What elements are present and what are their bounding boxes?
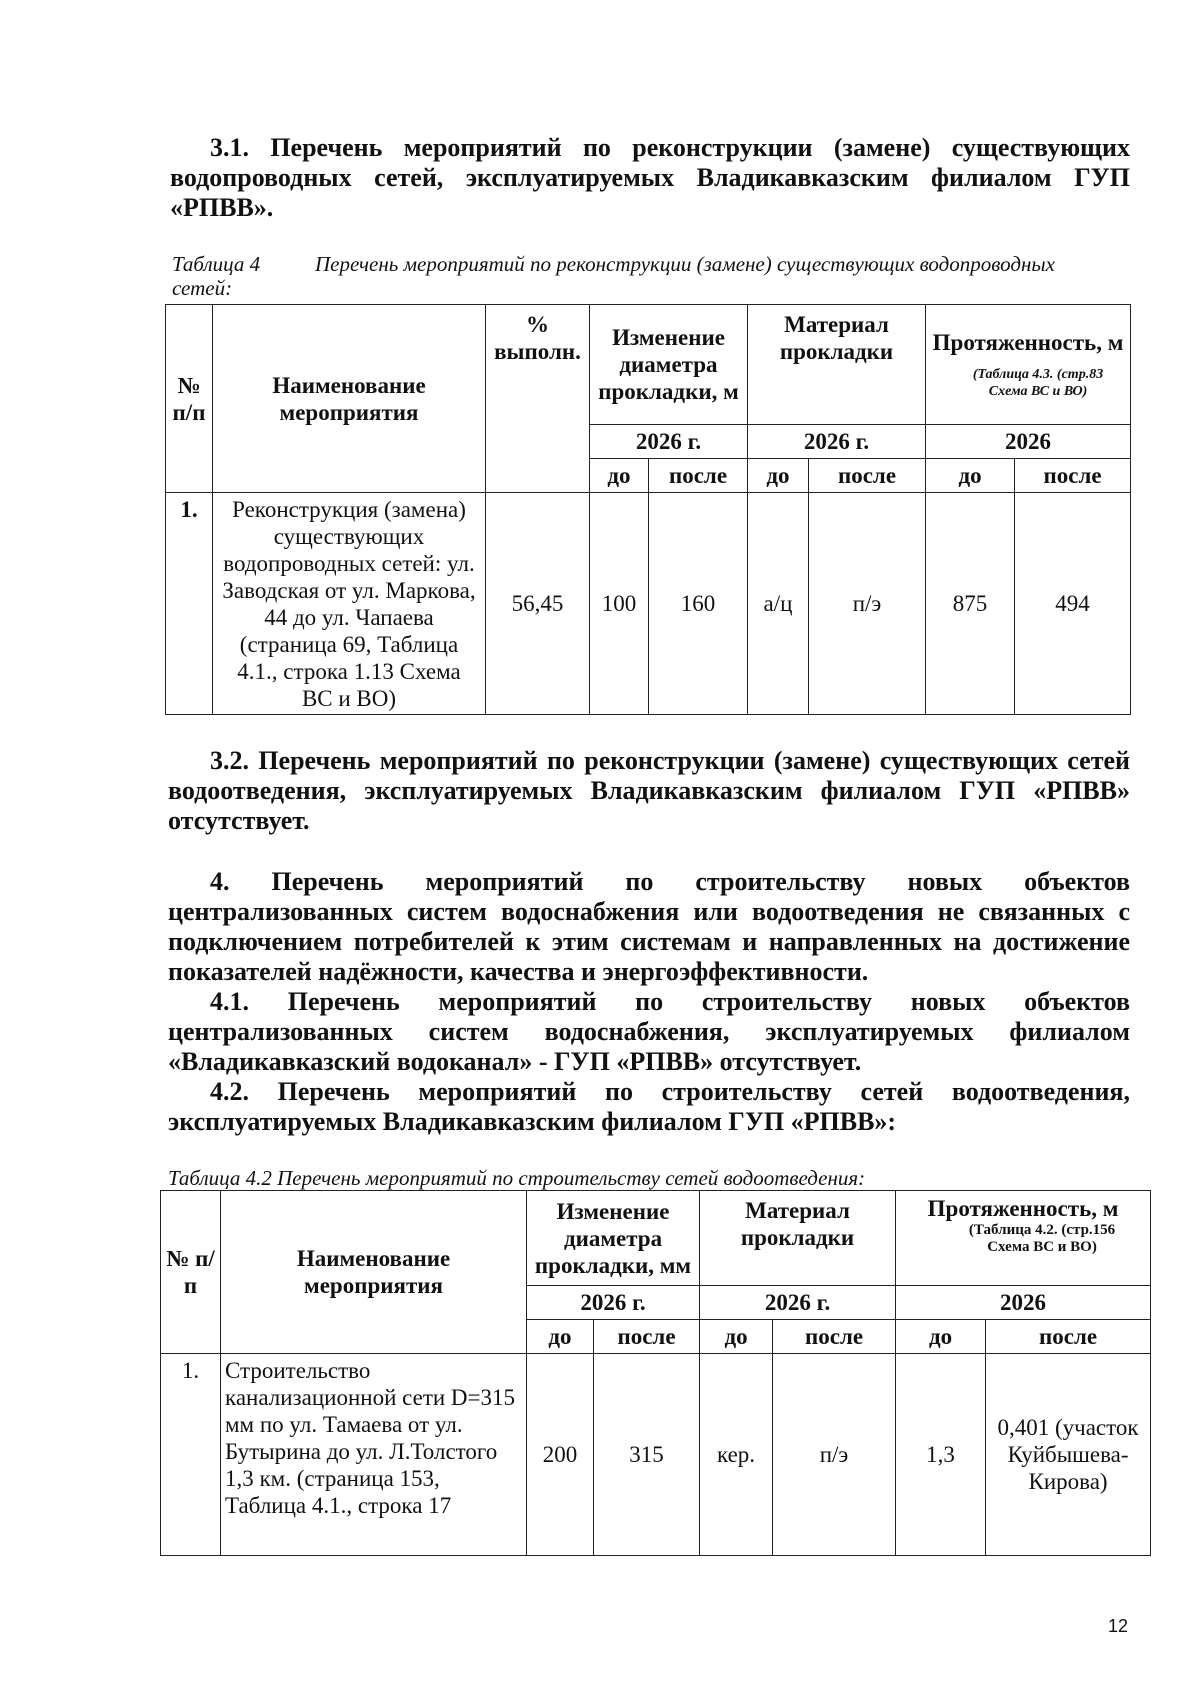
t4-header-length — [926, 305, 1131, 425]
t42-year-material: 2026 г. — [700, 1286, 896, 1320]
section-3-2-heading — [168, 746, 1130, 836]
t42-length-after: после — [986, 1320, 1151, 1354]
section-4-2-heading — [168, 1077, 1130, 1137]
t4-row-percent: 56,45 — [486, 493, 590, 715]
section-3-2-number: 3.2. — [210, 746, 249, 775]
t4-header-name: Наименование мероприятия — [213, 305, 486, 493]
page-number: 12 — [1108, 1616, 1129, 1636]
table4-caption-text: Перечень мероприятий по реконструкции (замене) существующих водопроводных сетей: — [172, 252, 1055, 300]
t42-row-material-before: кер. — [700, 1354, 773, 1556]
table4 — [165, 304, 1131, 715]
t4-length-after: после — [1015, 459, 1131, 493]
section-4-number: 4. — [210, 867, 230, 896]
section-3-1-text: Перечень мероприятий по реконструкции (замене) существующих водопроводных сетей, эксплуатируемых Владикавказским филиалом ГУП «РПВВ». — [170, 133, 1130, 222]
t42-row-num: 1. — [161, 1354, 221, 1556]
t42-material-before: до — [700, 1320, 773, 1354]
t4-diameter-after: после — [649, 459, 748, 493]
t4-row-length-before: 875 — [926, 493, 1015, 715]
t4-row-diameter-after: 160 — [649, 493, 748, 715]
section-3-1-heading — [170, 133, 1130, 223]
t4-year-material: 2026 г. — [748, 425, 926, 459]
t4-row-length-after: 494 — [1015, 493, 1131, 715]
t4-length-before: до — [926, 459, 1015, 493]
table4-caption-label: Таблица 4 — [172, 252, 261, 276]
t42-row-diameter-before: 200 — [527, 1354, 594, 1556]
t4-row-material-before: а/ц — [748, 493, 809, 715]
t42-row-diameter-after: 315 — [594, 1354, 700, 1556]
t4-header-num: № п/п — [166, 305, 213, 493]
table4-caption — [172, 252, 1072, 300]
t42-row-material-after: п/э — [773, 1354, 896, 1556]
section-3-1-number: 3.1. — [210, 133, 249, 162]
t42-header-diameter: Изменение диаметра прокладки, мм — [527, 1191, 700, 1286]
section-4-1-heading — [168, 987, 1130, 1077]
t42-header-num: № п/п — [161, 1191, 221, 1354]
section-4-1-text: Перечень мероприятий по строительству новых объектов централизованных систем водоснабжения, эксплуатируемых филиалом «Владикавказский водоканал» - ГУП «РПВВ» отсутствует. — [168, 987, 1131, 1076]
t42-diameter-before: до — [527, 1320, 594, 1354]
table-row — [161, 1354, 1151, 1556]
t42-row-length-after: 0,401 (участок Куйбышева-Кирова) — [986, 1354, 1151, 1556]
t42-year-diameter: 2026 г. — [527, 1286, 700, 1320]
t4-row-name: Реконструкция (замена) существующих водопроводных сетей: ул. Заводская от ул. Маркова, 44 до ул. Чапаева (страница 69, Таблица 4.1., строка 1.13 Схема ВС и ВО) — [213, 493, 486, 715]
t42-year-length: 2026 — [896, 1286, 1151, 1320]
table-row — [166, 493, 1131, 715]
t4-material-before: до — [748, 459, 809, 493]
t42-header-material: Материал прокладки — [700, 1191, 896, 1286]
t4-row-material-after: п/э — [809, 493, 926, 715]
t42-header-length — [896, 1191, 1151, 1286]
table42-caption: Таблица 4.2 Перечень мероприятий по строительству сетей водоотведения: — [168, 1166, 866, 1190]
t4-header-length-note: (Таблица 4.3. (стр.83 Схема ВС и ВО) — [972, 367, 1104, 399]
t4-header-length-title: Протяженность, м — [932, 330, 1124, 355]
section-4-1-number: 4.1. — [210, 987, 249, 1016]
t42-row-length-before: 1,3 — [896, 1354, 986, 1556]
t4-year-diameter: 2026 г. — [590, 425, 748, 459]
t42-diameter-after: после — [594, 1320, 700, 1354]
t42-row-name: Строительство канализационной сети D=315 мм по ул. Тамаева от ул. Бутырина до ул. Л.Толстого 1,3 км. (страница 153, Таблица 4.1., строка 17 — [221, 1354, 527, 1556]
t42-material-after: после — [773, 1320, 896, 1354]
section-4-2-number: 4.2. — [210, 1077, 249, 1106]
t4-row-num: 1. — [166, 493, 213, 715]
t42-header-length-note: (Таблица 4.2. (стр.156 Схема ВС и ВО) — [968, 1222, 1116, 1255]
t4-header-diameter: Изменение диаметра прокладки, м — [590, 305, 748, 425]
t4-year-length: 2026 — [926, 425, 1131, 459]
section-3-2-text: Перечень мероприятий по реконструкции (замене) существующих сетей водоотведения, эксплуатируемых Владикавказским филиалом ГУП «РПВВ» отсутствует. — [168, 746, 1130, 835]
section-4-heading — [168, 867, 1130, 987]
section-4-2-text: Перечень мероприятий по строительству сетей водоотведения, эксплуатируемых Владикавказским филиалом ГУП «РПВВ»: — [168, 1077, 1131, 1136]
t42-length-before: до — [896, 1320, 986, 1354]
t4-header-material: Материал прокладки — [748, 305, 926, 425]
t4-header-percent: % выполн. — [486, 305, 590, 493]
t42-header-length-title: Протяженность, м — [927, 1196, 1119, 1221]
t4-row-diameter-before: 100 — [590, 493, 649, 715]
table42 — [160, 1190, 1151, 1556]
t4-material-after: после — [809, 459, 926, 493]
t42-header-name: Наименование мероприятия — [221, 1191, 527, 1354]
section-4-text: Перечень мероприятий по строительству новых объектов централизованных систем водоснабжения или водоотведения не связанных с подключением потребителей к этим системам и направленных на достижение показателей надёжности, качества и энергоэффективности. — [168, 867, 1131, 986]
t4-diameter-before: до — [590, 459, 649, 493]
